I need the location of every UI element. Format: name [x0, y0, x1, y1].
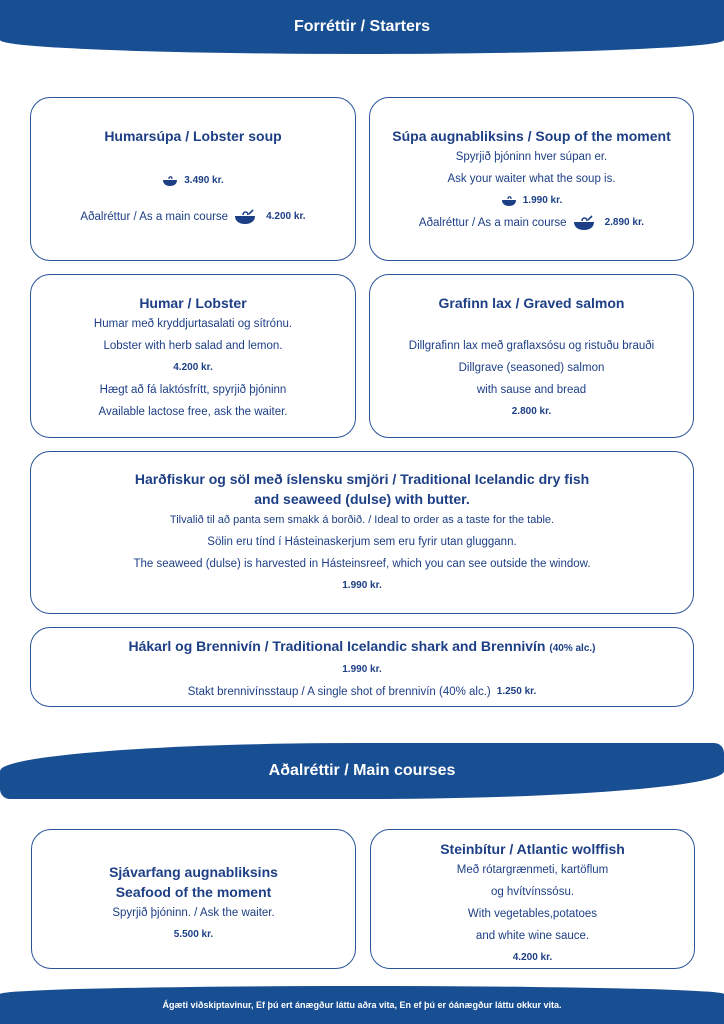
card-lobster: [30, 274, 356, 438]
starters-title: Forréttir / Starters: [293, 18, 431, 35]
card-price: 1.990 kr.: [342, 580, 382, 591]
card-line: Tilvalið til að panta sem smakk á borðið. / Ideal to order as a taste for the table.: [169, 514, 555, 526]
main-course-label: Aðalréttur / As a main course: [418, 217, 567, 229]
card-lobster-soup: [30, 97, 356, 261]
card-line: With vegetables,potatoes: [467, 908, 598, 920]
cup-price: 1.990 kr.: [522, 195, 563, 206]
card-title: Sjávarfang augnabliksins: [109, 864, 278, 880]
card-line: Sölin eru tínd í Hásteinaskerjum sem eru fyrir utan gluggann.: [207, 536, 517, 548]
card-soup-of-moment: [369, 97, 694, 261]
main-course-label: Aðalréttur / As a main course: [80, 211, 229, 223]
main-courses-banner: [0, 743, 724, 799]
card-line: Lobster with herb salad and lemon.: [103, 340, 283, 352]
card-title: [31, 636, 693, 659]
footer-banner: [0, 986, 724, 1024]
cup-price-line: [370, 190, 693, 212]
cup-price: 3.490 kr.: [184, 175, 224, 186]
card-line: with sause and bread: [476, 384, 587, 396]
main-course-line: [370, 212, 693, 234]
large-bowl-icon: [234, 209, 256, 225]
card-title: Humar / Lobster: [139, 295, 247, 311]
card-price: 5.500 kr.: [173, 929, 214, 940]
shot-label: Stakt brennivínsstaup / A single shot of brennivín (40% alc.): [187, 686, 491, 698]
card-title: Grafinn lax / Graved salmon: [438, 295, 625, 311]
card-line: Hægt að fá laktósfrítt, spyrjið þjóninn: [99, 384, 287, 396]
large-bowl-icon: [573, 215, 595, 231]
shot-price: 1.250 kr.: [496, 686, 537, 697]
card-shark: [30, 627, 694, 707]
card-line: and white wine sauce.: [475, 930, 590, 942]
starters-banner: [0, 0, 724, 54]
card-title: Súpa augnabliksins / Soup of the moment: [392, 128, 671, 144]
card-price: 4.200 kr.: [512, 952, 553, 963]
card-line: Spyrjið þjóninn hver súpan er.: [455, 151, 608, 163]
shark-title-alc: (40% alc.): [549, 643, 596, 654]
footer-text: Ágæti viðskiptavinur, Ef þú ert ánægður láttu aðra vita, En ef þú er óánægður láttu okkur vita.: [162, 1000, 562, 1010]
card-line: Með rótargrænmeti, kartöflum: [456, 864, 609, 876]
card-price: 2.800 kr.: [511, 406, 552, 417]
card-line: Humar með kryddjurtasalati og sítrónu.: [93, 318, 293, 330]
card-dry-fish: [30, 451, 694, 614]
main-course-price: 2.890 kr.: [604, 217, 645, 228]
card-price: 1.990 kr.: [342, 664, 382, 675]
card-graved-salmon: [369, 274, 694, 438]
card-line: Available lactose free, ask the waiter.: [98, 406, 288, 418]
card-line: Dillgrafinn lax með graflaxsósu og ristuðu brauði: [408, 340, 655, 352]
main-courses-title: Aðalréttir / Main courses: [268, 762, 456, 779]
card-line: og hvítvínssósu.: [490, 886, 575, 898]
card-title: Humarsúpa / Lobster soup: [104, 128, 282, 144]
main-course-price: 4.200 kr.: [266, 211, 306, 222]
card-wolffish: [370, 829, 695, 969]
card-title: Harðfiskur og söl með íslensku smjöri / Traditional Icelandic dry fish: [134, 471, 590, 487]
main-course-line: [31, 206, 355, 228]
shark-title: Hákarl og Brennivín / Traditional Icelandic shark and Brennivín: [128, 638, 546, 654]
soup-bowl-icon: [501, 195, 517, 207]
card-line: Dillgrave (seasoned) salmon: [458, 362, 605, 374]
card-title: and seaweed (dulse) with butter.: [254, 491, 470, 507]
card-line: Ask your waiter what the soup is.: [447, 173, 616, 185]
card-seafood-moment: [31, 829, 356, 969]
card-title: Steinbítur / Atlantic wolffish: [440, 841, 625, 857]
cup-price-line: [31, 170, 355, 192]
card-title: Seafood of the moment: [115, 884, 272, 900]
card-line: Spyrjið þjóninn. / Ask the waiter.: [112, 907, 275, 919]
card-line: The seaweed (dulse) is harvested in Hásteinsreef, which you can see outside the window.: [133, 558, 591, 570]
soup-bowl-icon: [162, 175, 178, 187]
card-price: 4.200 kr.: [173, 362, 213, 373]
shot-line: [31, 681, 693, 703]
